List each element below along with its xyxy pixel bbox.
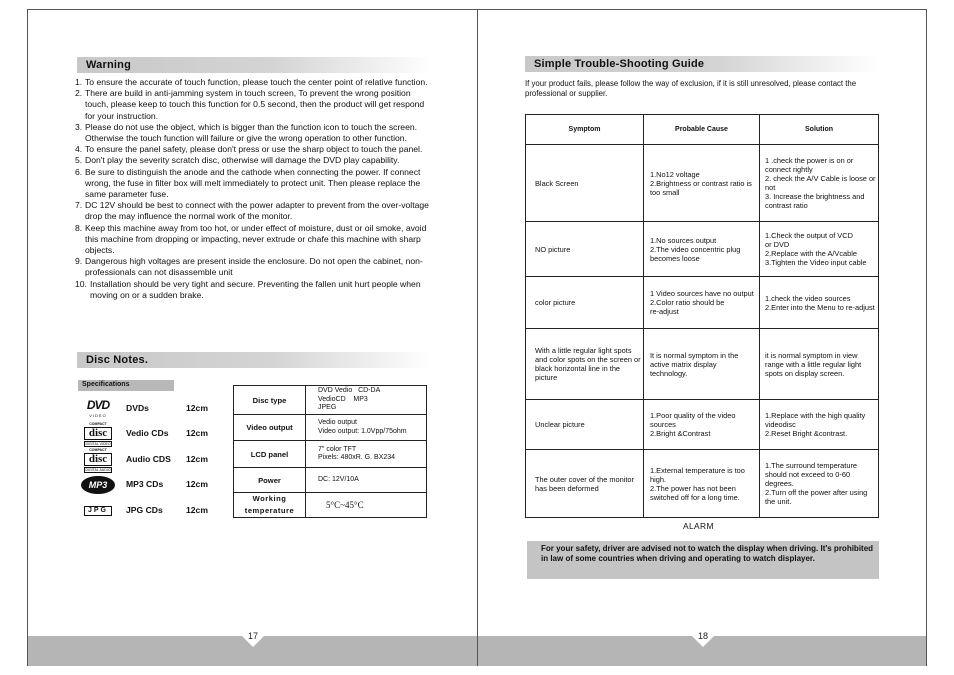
spec-value — [306, 386, 427, 415]
cause-cell: 1.Poor quality of the video sources 2.Bright &Contrast — [644, 400, 760, 450]
table-row — [526, 277, 879, 329]
spec-value-line: DC: 12V/10A — [318, 475, 359, 483]
disc-name: DVDs — [126, 403, 149, 413]
disc-size: 12cm — [186, 403, 208, 413]
spec-row — [234, 386, 427, 415]
warning-text: Dangerous high voltages are present inside the enclosure. Do not open the cabinet, non-professionals can not disassemble unit — [85, 256, 423, 278]
spec-row — [234, 493, 427, 518]
warning-title: Warning — [86, 59, 131, 71]
cause-cell: 1 Video sources have no output 2.Color ratio should be re-adjust — [644, 277, 760, 329]
spec-value-line: VedioCD MP3 — [318, 395, 368, 403]
disc-size: 12cm — [186, 454, 208, 464]
warning-number: 3. — [75, 121, 83, 132]
warning-number: 5. — [75, 155, 83, 166]
symptom-cell: The outer cover of the monitor has been deformed — [526, 450, 644, 518]
page-number-left: 17 — [247, 631, 258, 641]
symptom-cell: With a little regular light spots and color spots on the screen or black horizontal line in the picture — [526, 329, 644, 400]
spec-key: LCD panel — [234, 441, 306, 468]
disc-row — [80, 449, 220, 471]
solution-cell: 1 .check the power is on or connect rightly 2. check the A/V Cable is loose or not 3. Increase the brightness and contrast ratio — [760, 145, 879, 222]
warning-text: Don't play the severity scratch disc, otherwise will damage the DVD play capability. — [85, 155, 400, 166]
symptom-cell: Black Screen — [526, 145, 644, 222]
spec-value-line: DVD Vedio CD-DA — [318, 387, 381, 395]
safety-notice: For your safety, driver are advised not to watch the display when driving. It's prohibited in law of some countries when driving and operating to watch displayer. — [527, 541, 879, 579]
disc-size: 12cm — [186, 505, 208, 515]
warning-item — [75, 155, 435, 166]
spec-value-line: JPEG — [318, 404, 337, 412]
warning-number: 10. — [75, 278, 87, 289]
page-number-right: 18 — [697, 631, 708, 641]
spec-value-line: 5°C~45°C — [326, 499, 364, 510]
spec-key: Working temperature — [234, 493, 306, 518]
symptom-cell: Unclear picture — [526, 400, 644, 450]
alarm-label: ALARM — [683, 521, 714, 531]
symptom-cell: NO picture — [526, 222, 644, 277]
spec-row — [234, 468, 427, 493]
jpg-logo: JPG — [80, 501, 116, 521]
warning-item — [75, 122, 435, 144]
disc-name: Audio CDS — [126, 454, 171, 464]
solution-cell: 1.Replace with the high quality videodisc 2.Reset Bright &contrast. — [760, 400, 879, 450]
warning-heading — [77, 57, 433, 73]
troubleshooting-table — [525, 114, 879, 518]
cause-cell: It is normal symptom in the active matrix display technology. — [644, 329, 760, 400]
warning-number: 9. — [75, 256, 83, 267]
troubleshooting-intro: If your product fails, please follow the way of exclusion, if it is still unresolved, please contact the professional or supplier. — [525, 79, 857, 98]
warning-item — [75, 144, 435, 155]
warning-item — [75, 256, 435, 278]
spec-value — [306, 493, 427, 518]
warning-list — [75, 77, 435, 301]
disc-row — [80, 423, 220, 445]
disc-row — [80, 398, 220, 420]
troubleshooting-heading — [525, 56, 879, 72]
warning-item — [75, 77, 435, 88]
table-row — [526, 400, 879, 450]
spec-value — [306, 441, 427, 468]
disc-name: Vedio CDs — [126, 428, 169, 438]
spec-table — [233, 385, 427, 518]
disc-size: 12cm — [186, 479, 208, 489]
table-row — [526, 450, 879, 518]
warning-number: 1. — [75, 77, 83, 87]
troubleshooting-title: Simple Trouble-Shooting Guide — [534, 58, 705, 70]
specifications-label: Specifications — [78, 380, 174, 391]
spec-row — [234, 441, 427, 468]
warning-text: Installation should be very tight and secure. Preventing the fallen unit hurt people when moving on or a sudden brake. — [90, 278, 421, 300]
disc-size: 12cm — [186, 428, 208, 438]
warning-text: There are build in anti-jamming system in touch screen, To prevent the wrong position touch, please keep to touch this function for 0.5 second, then the product will get respond for your instruction. — [85, 88, 425, 121]
table-row — [526, 329, 879, 400]
spec-value-line: 7" color TFT — [318, 445, 357, 453]
disc-row — [80, 500, 220, 522]
warning-text: Be sure to distinguish the anode and the cathode when connecting the power. If connect wrong, the fuse in filter box will melt immediately to protect unit. Then please replace the same parameter fuse. — [85, 166, 421, 200]
spec-value-line: Pixels: 480xR. G. BX234 — [318, 454, 396, 461]
warning-number: 7. — [75, 200, 83, 211]
solution-cell: 1.Check the output of VCD or DVD 2.Replace with the A/Vcable 3.Tighten the Video input cable — [760, 222, 879, 277]
disc-name: MP3 CDs — [126, 479, 164, 489]
mp3-logo: MP3 — [80, 475, 116, 495]
disc-notes-heading — [77, 352, 433, 368]
table-header-row — [526, 115, 879, 145]
warning-text: Keep this machine away from too hot, or under effect of moisture, dust or oil smoke, avoid this machine from dropping or impacting, never extrude or chafe this machine with sharp objects. — [85, 222, 427, 256]
warning-number: 8. — [75, 222, 83, 233]
cause-cell: 1.No sources output 2.The video concentric plug becomes loose — [644, 222, 760, 277]
dvd-video-logo: DVD VIDEO — [86, 398, 110, 418]
table-row — [526, 222, 879, 277]
warning-text: To ensure the accurate of touch function, please touch the center point of relative function. — [85, 77, 428, 87]
solution-cell: 1.check the video sources 2.Enter into the Menu to re-adjust — [760, 277, 879, 329]
warning-item — [75, 88, 435, 122]
solution-cell: it is normal symptom in view range with a little regular light spots on display screen. — [760, 329, 879, 400]
spec-key: Disc type — [234, 386, 306, 415]
warning-text: To ensure the panel safety, please don't press or use the sharp object to touch the panel. — [85, 144, 423, 155]
table-row — [526, 145, 879, 222]
page-divider — [477, 9, 478, 666]
compact-disc-digital-audio-logo: COMPACT disc DIGITAL AUDIO — [85, 447, 111, 472]
symptom-cell: color picture — [526, 277, 644, 329]
warning-text: DC 12V should be best to connect with the power adapter to prevent from the over-voltage drop the may influence the normal work of the monitor. — [85, 200, 429, 222]
warning-item — [75, 167, 435, 201]
warning-text: Please do not use the object, which is bigger than the function icon to touch the screen. Otherwise the touch function will failure or give the wrong operation to other function. — [85, 121, 418, 144]
disc-name: JPG CDs — [126, 505, 163, 515]
spec-value-line: Video output: 1.0Vpp/75ohm — [318, 427, 407, 435]
warning-item — [75, 200, 435, 222]
compact-disc-digital-video-logo: COMPACT disc DIGITAL VIDEO — [85, 421, 111, 446]
solution-cell: 1.The surround temperature should not exceed to 0-60 degrees. 2.Turn off the power after using the unit. — [760, 450, 879, 518]
warning-item — [75, 279, 435, 301]
warning-number: 6. — [75, 166, 83, 177]
disc-row — [80, 474, 220, 496]
spec-key: Video output — [234, 415, 306, 441]
warning-item — [75, 223, 435, 257]
spec-value-line: Vedio output — [318, 419, 357, 426]
cause-cell: 1.External temperature is too high. 2.The power has not been switched off for a long time. — [644, 450, 760, 518]
warning-number: 2. — [75, 88, 83, 99]
solution-header: Solution — [760, 115, 879, 145]
spec-row — [234, 415, 427, 441]
cause-header: Probable Cause — [644, 115, 760, 145]
symptom-header: Symptom — [526, 115, 644, 145]
cause-cell: 1.No12 voltage 2.Brightness or contrast ratio is too small — [644, 145, 760, 222]
spec-value — [306, 415, 427, 441]
disc-notes-title: Disc Notes. — [86, 354, 149, 366]
spec-key: Power — [234, 468, 306, 493]
spec-value — [306, 468, 427, 493]
warning-number: 4. — [75, 144, 83, 155]
